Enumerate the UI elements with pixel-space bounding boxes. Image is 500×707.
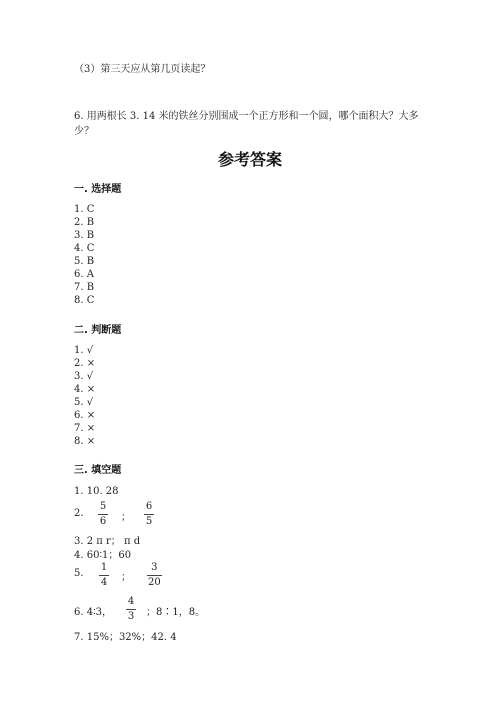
fraction-bar [98, 514, 108, 515]
fraction [126, 596, 136, 622]
fraction [99, 562, 109, 588]
choice-answer: 1. C [74, 204, 95, 215]
choice-answer: 5. B [74, 256, 95, 267]
judge-answer: 2. × [74, 358, 96, 369]
fraction [98, 501, 108, 527]
fill-answer-1: 1. 10. 28 [74, 486, 119, 497]
choice-answer: 6. A [74, 269, 94, 280]
fraction [147, 562, 162, 588]
denominator: 5 [145, 516, 153, 527]
numerator: 1 [100, 562, 108, 573]
fraction-bar [126, 609, 136, 610]
question-6 [74, 109, 424, 139]
judge-answer: 7. × [74, 423, 96, 434]
judge-answers [74, 344, 95, 448]
choice-answers [74, 203, 94, 307]
choice-answer: 7. B [74, 282, 95, 293]
fill-answer-7: 7. 15%；32%；42. 4 [74, 632, 177, 643]
fraction-bar [147, 575, 162, 576]
denominator: 3 [127, 611, 135, 622]
question-6-line2: 少？ [74, 126, 94, 137]
section-heading-judge: 二. 判断题 [74, 325, 122, 336]
judge-answer: 6. × [74, 410, 96, 421]
section-heading-choice: 一. 选择题 [74, 184, 122, 195]
fraction-bar [144, 514, 154, 515]
choice-answer: 2. B [74, 217, 95, 228]
fill-answer-3: 3. 2 π r； π d [74, 536, 141, 547]
fill-answer-4: 4. 60∶1；60 [74, 550, 132, 561]
judge-answer: 5. √ [74, 397, 94, 408]
choice-answer: 3. B [74, 230, 95, 241]
denominator: 20 [148, 577, 161, 588]
fill-answer-6-label: 6. 4∶3， [74, 607, 113, 618]
denominator: 6 [99, 516, 107, 527]
question-6-line1: 6. 用两根长 3. 14 米的铁丝分别围成一个正方形和一个圆，哪个面积大？大多 [74, 111, 419, 122]
fraction [144, 501, 154, 527]
judge-answer: 8. × [74, 436, 96, 447]
separator: ； [121, 512, 131, 523]
fill-answer-2-label: 2. [74, 508, 84, 519]
separator: ； [121, 572, 131, 583]
question-3-sub: （3）第三天应从第几页读起？ [74, 64, 211, 75]
answer-title: 参考答案 [217, 150, 282, 169]
numerator: 4 [127, 596, 135, 607]
numerator: 3 [151, 562, 158, 573]
numerator: 5 [99, 501, 107, 512]
fill-answer-5-label: 5. [74, 568, 84, 579]
denominator: 4 [100, 577, 108, 588]
fill-answer-6-rest: ；8∶1，8。 [146, 607, 206, 618]
choice-answer: 4. C [74, 243, 95, 254]
fraction-bar [99, 575, 109, 576]
judge-answer: 1. √ [74, 345, 94, 356]
choice-answer: 8. C [74, 295, 95, 306]
numerator: 6 [145, 501, 153, 512]
judge-answer: 3. √ [74, 371, 94, 382]
judge-answer: 4. × [74, 384, 96, 395]
section-heading-fill: 三. 填空题 [74, 465, 122, 476]
